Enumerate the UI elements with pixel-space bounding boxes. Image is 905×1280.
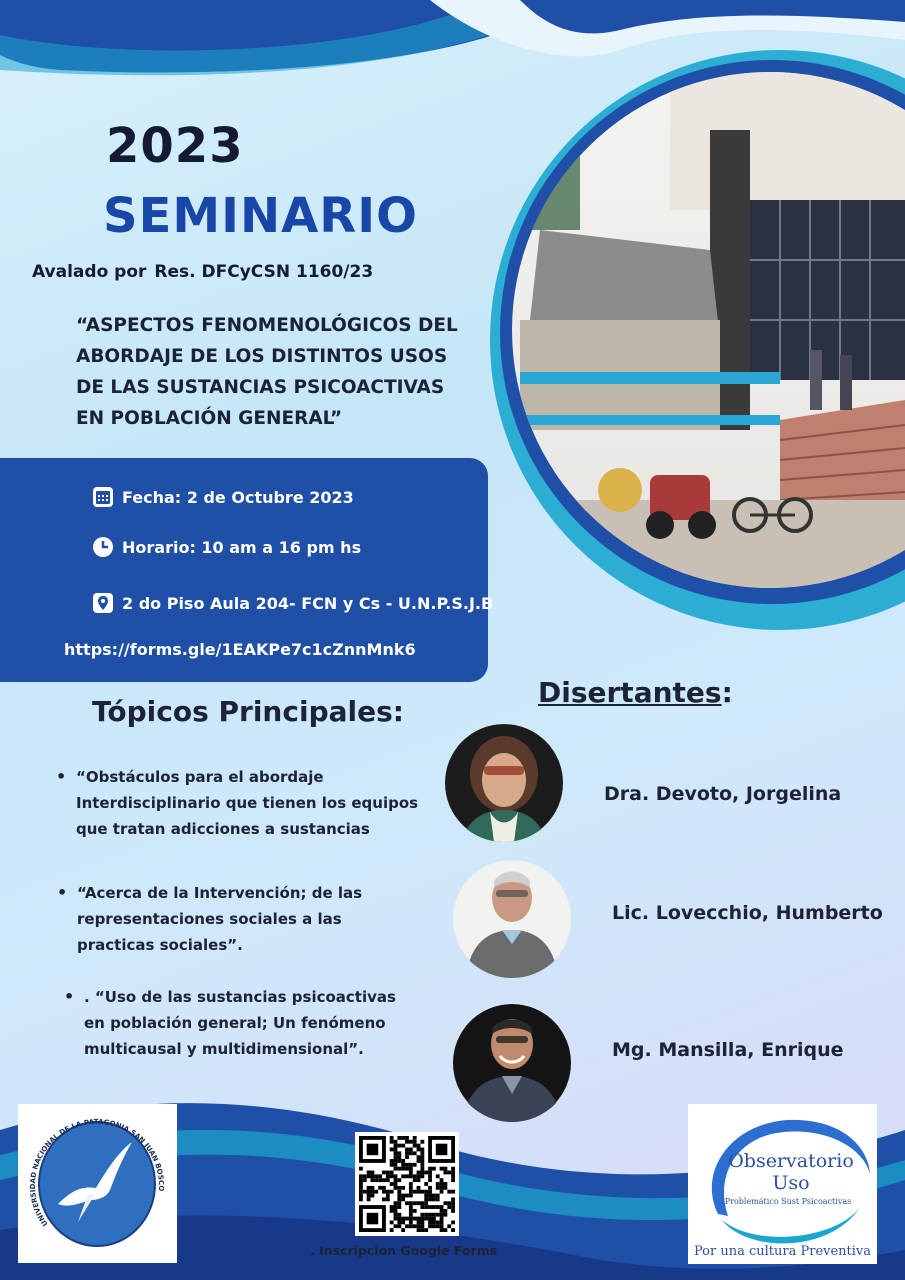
topic-line: que tratan adicciones a sustancias <box>76 820 370 838</box>
topic-bullet: • <box>64 987 75 1006</box>
topic-item <box>56 764 419 842</box>
observatory-title-line: Uso <box>772 1172 810 1194</box>
resolution-number: Res. DFCyCSN 1160/23 <box>154 262 374 282</box>
speaker-photo <box>452 860 572 978</box>
year-title: 2023 <box>106 118 244 174</box>
topic-line: “Obstáculos para el abordaje <box>76 768 324 786</box>
qr-code-icon <box>355 1132 459 1236</box>
qr-caption: . Inscripcion Google Forms <box>310 1243 498 1258</box>
university-seal-text: UNIVERSIDAD NACIONAL DE LA PATAGONIA SAN JUAN BOSCO <box>28 1117 166 1228</box>
observatory-title <box>726 1150 856 1194</box>
registration-link[interactable]: https://forms.gle/1EAKPe7c1cZnnMnk6 <box>64 640 416 659</box>
speakers-heading-text: Disertantes <box>538 676 722 709</box>
topic-bullet: • <box>56 767 67 786</box>
seminar-title-line: “ASPECTOS FENOMENOLÓGICOS DEL <box>76 315 458 336</box>
observatory-motto: Por una cultura Preventiva <box>693 1244 872 1259</box>
time-row <box>92 536 361 558</box>
topic-line: representaciones sociales a las <box>77 910 342 928</box>
clock-icon <box>92 536 114 558</box>
event-location: 2 do Piso Aula 204- FCN y Cs - U.N.P.S.J.B <box>122 593 494 613</box>
location-row <box>92 592 493 614</box>
topic-line: . “Uso de las sustancias psicoactivas <box>84 988 396 1006</box>
seminar-title-line: ABORDAJE DE LOS DISTINTOS USOS <box>76 346 448 367</box>
speaker-name: Lic. Lovecchio, Humberto <box>612 902 883 924</box>
university-seal-icon <box>18 1104 177 1263</box>
speakers-heading-colon: : <box>721 676 733 709</box>
qr-code[interactable] <box>355 1132 459 1236</box>
observatory-subtitle: Problemático Sust Psicoactivas <box>724 1197 852 1206</box>
endorsed-label: Avalado por <box>32 262 147 282</box>
topic-line: multicausal y multidimensional”. <box>84 1040 364 1058</box>
topic-line: en población general; Un fenómeno <box>84 1014 386 1032</box>
event-date: Fecha: 2 de Octubre 2023 <box>122 487 354 507</box>
event-time: Horario: 10 am a 16 pm hs <box>122 537 362 557</box>
topic-line: Interdisciplinario que tienen los equipos <box>76 794 419 812</box>
seminar-heading: SEMINARIO <box>103 188 418 244</box>
building-photo <box>480 20 905 660</box>
topics-heading: Tópicos Principales: <box>92 695 404 728</box>
location-pin-icon <box>92 592 114 614</box>
date-row <box>92 486 354 508</box>
speaker-name: Dra. Devoto, Jorgelina <box>604 783 842 805</box>
topic-line: practicas sociales”. <box>77 936 243 954</box>
seminar-title-line: DE LAS SUSTANCIAS PSICOACTIVAS <box>76 377 445 398</box>
speaker-photo <box>444 724 564 842</box>
observatory-title-line: Observatorio <box>728 1150 854 1172</box>
speaker-name: Mg. Mansilla, Enrique <box>612 1039 844 1061</box>
topic-item <box>64 984 396 1062</box>
speaker-photo <box>452 1004 572 1122</box>
endorsement <box>32 262 373 282</box>
university-logo <box>18 1104 177 1263</box>
seminar-title-line: EN POBLACIÓN GENERAL” <box>76 408 343 429</box>
topic-item <box>57 880 363 958</box>
observatory-logo <box>688 1104 877 1264</box>
seminar-title <box>76 310 496 434</box>
speakers-heading <box>538 676 733 709</box>
topic-line: “Acerca de la Intervención; de las <box>77 884 363 902</box>
calendar-icon <box>92 486 114 508</box>
topic-bullet: • <box>57 883 68 902</box>
